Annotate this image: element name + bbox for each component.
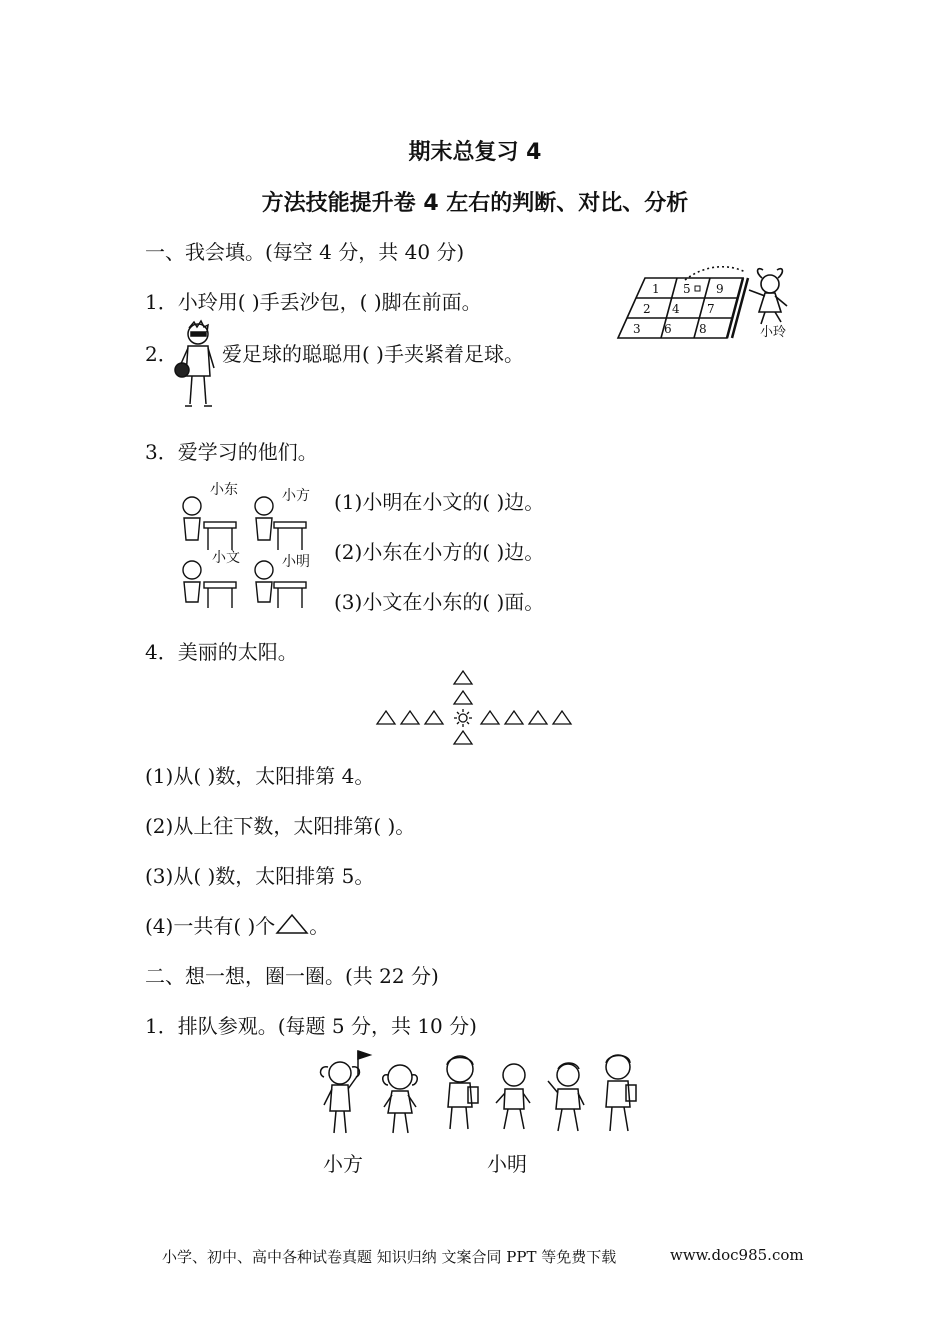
student-name-xiaofang: 小方 xyxy=(282,488,310,504)
section2-heading: 二、想一想，圈一圈。(共 22 分) xyxy=(145,964,439,988)
grid-number: 3 xyxy=(633,322,641,336)
section1-heading: 一、我会填。(每空 4 分，共 40 分) xyxy=(145,240,465,264)
triangle-icon xyxy=(505,711,523,724)
hopscotch-illustration xyxy=(615,262,805,342)
question-3-heading: 3．爱学习的他们。 xyxy=(145,440,318,464)
question-4-sub-4 xyxy=(145,910,329,939)
child-figure xyxy=(548,1063,584,1131)
child-label-xiaofang: 小方 xyxy=(323,1152,363,1176)
triangle-icon xyxy=(529,711,547,724)
footer-text: 小学、初中、高中各种试卷真题 知识归纳 文案合同 PPT 等免费下载 xyxy=(162,1248,617,1266)
sun-triangles-figure xyxy=(372,668,578,748)
triangle-icon xyxy=(481,711,499,724)
question-4-sub-1: (1)从( )数，太阳排第 4。 xyxy=(145,764,375,788)
question-4-sub-4-after: 。 xyxy=(309,914,330,938)
grid-number: 4 xyxy=(672,302,680,316)
page-subtitle: 方法技能提升卷 4 左右的判断、对比、分析 xyxy=(261,191,689,216)
child-figure xyxy=(447,1056,478,1129)
child-figure xyxy=(606,1055,636,1131)
grid-number: 6 xyxy=(664,322,672,336)
child-figure xyxy=(496,1064,530,1129)
grid-number: 5 xyxy=(683,282,691,296)
triangle-icon xyxy=(275,913,309,935)
question-4-sub-2: (2)从上往下数，太阳排第( )。 xyxy=(145,814,416,838)
sun-icon xyxy=(454,709,472,727)
grid-number: 9 xyxy=(716,282,724,296)
question-3-sub-3: (3)小文在小东的( )面。 xyxy=(334,590,545,614)
student-name-xiaowen: 小文 xyxy=(212,550,240,566)
child-label-xiaoming: 小明 xyxy=(487,1152,527,1176)
triangle-icon xyxy=(425,711,443,724)
triangle-icon xyxy=(454,731,472,744)
students-illustration xyxy=(172,478,322,612)
grid-number: 7 xyxy=(707,302,715,316)
sandbag-icon xyxy=(695,286,700,291)
triangle-icon xyxy=(377,711,395,724)
triangle-icon xyxy=(454,671,472,684)
page-title: 期末总复习 4 xyxy=(408,140,542,165)
student-name-xiaodong: 小东 xyxy=(210,482,238,498)
grid-number: 2 xyxy=(643,302,651,316)
grid-number: 1 xyxy=(652,282,660,296)
footer-url[interactable]: www.doc985.com xyxy=(670,1246,804,1264)
question-4-sub-4-before: (4)一共有( )个 xyxy=(145,914,276,938)
triangle-icon xyxy=(553,711,571,724)
question-1: 1．小玲用( )手丢沙包，( )脚在前面。 xyxy=(145,290,482,314)
triangle-icon xyxy=(401,711,419,724)
student-name-xiaoming: 小明 xyxy=(282,554,310,570)
section2-question-1: 1．排队参观。(每题 5 分，共 10 分) xyxy=(145,1014,477,1038)
question-4-heading: 4．美丽的太阳。 xyxy=(145,640,298,664)
question-4-sub-3: (3)从( )数，太阳排第 5。 xyxy=(145,864,375,888)
queue-children-illustration xyxy=(300,1045,650,1140)
question-2-text: 爱足球的聪聪用( )手夹紧着足球。 xyxy=(222,342,524,366)
soccer-boy-icon xyxy=(172,320,220,410)
question-2-number: 2． xyxy=(145,342,178,366)
child-figure xyxy=(383,1065,418,1133)
question-3-sub-2: (2)小东在小方的( )边。 xyxy=(334,540,545,564)
girl-label: 小玲 xyxy=(760,325,787,340)
triangle-icon xyxy=(454,691,472,704)
question-3-sub-1: (1)小明在小文的( )边。 xyxy=(334,490,545,514)
child-figure xyxy=(321,1051,370,1133)
grid-number: 8 xyxy=(699,322,707,336)
